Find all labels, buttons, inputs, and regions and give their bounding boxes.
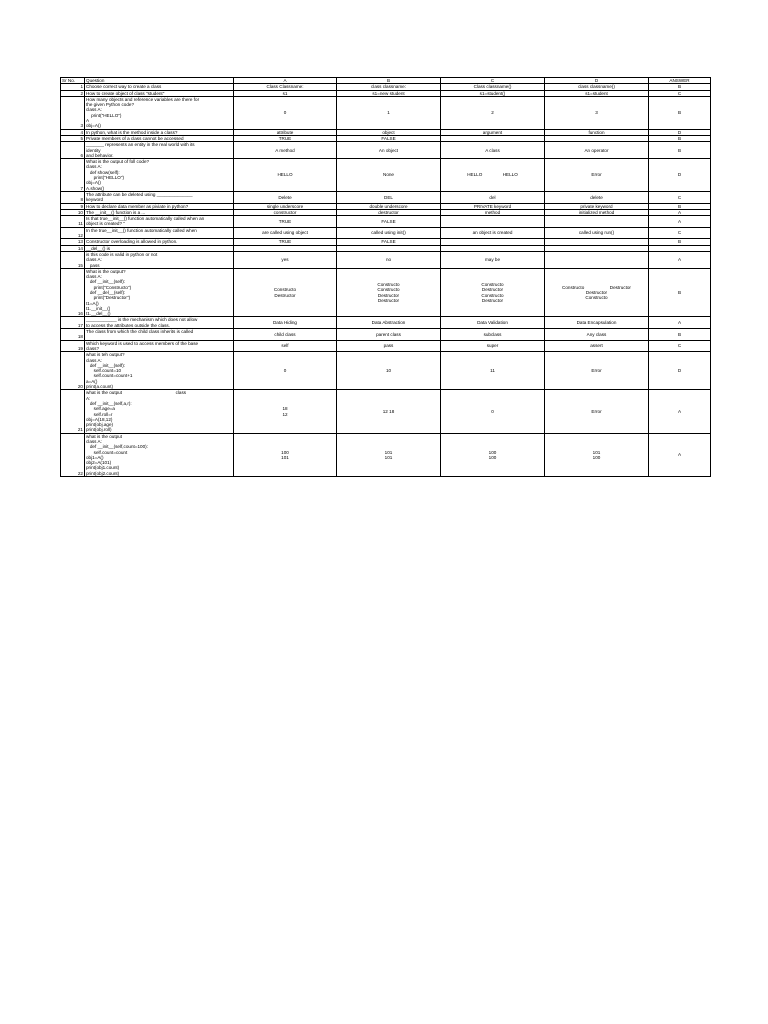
option-c: A class bbox=[441, 142, 545, 159]
answer-cell: C bbox=[649, 227, 711, 239]
serial-number: 12 bbox=[61, 227, 85, 239]
answer-cell: A bbox=[649, 251, 711, 268]
option-a: 18 12 bbox=[234, 390, 337, 433]
answer-cell: B bbox=[649, 84, 711, 90]
option-d: Error bbox=[545, 352, 649, 390]
option-a: A method bbox=[234, 142, 337, 159]
serial-number: 6 bbox=[61, 142, 85, 159]
option-c: s1=student() bbox=[441, 90, 545, 96]
table-row bbox=[61, 216, 711, 228]
question-text: In python, what is the method inside a class? bbox=[85, 129, 234, 135]
answer-cell: B bbox=[649, 96, 711, 129]
question-text: __del__() is bbox=[85, 245, 234, 251]
option-b: None bbox=[337, 159, 441, 192]
question-text: what is the output class A: def __init__(self,count=100): self.count=count obj1=A() obj2=A(101) print(obj1.count) print(obj2.count) bbox=[85, 433, 234, 476]
option-a: TRUE bbox=[234, 216, 337, 228]
option-b: double underscore bbox=[337, 203, 441, 209]
option-c: HELLO HELLO bbox=[441, 159, 545, 192]
option-d: Any class bbox=[545, 329, 649, 341]
table-row bbox=[61, 390, 711, 433]
question-text: How many objects and reference variables are there for the given Python code? class A: print("HELLO") A obj=A() bbox=[85, 96, 234, 129]
serial-number: 10 bbox=[61, 209, 85, 215]
answer-cell: A bbox=[649, 433, 711, 476]
option-b: pass bbox=[337, 340, 441, 352]
option-a: Class Classname: bbox=[234, 84, 337, 90]
answer-cell: D bbox=[649, 129, 711, 135]
option-a: Data Hiding bbox=[234, 317, 337, 329]
question-text: The __init__() function is a ... bbox=[85, 209, 234, 215]
table-row bbox=[61, 159, 711, 192]
option-b: called using init() bbox=[337, 227, 441, 239]
option-a: are called using object bbox=[234, 227, 337, 239]
answer-cell: C bbox=[649, 90, 711, 96]
option-c: may be bbox=[441, 251, 545, 268]
serial-number: 3 bbox=[61, 96, 85, 129]
option-a: 0 bbox=[234, 352, 337, 390]
answer-cell: A bbox=[649, 216, 711, 228]
question-text: The class from which the child class inherits is called bbox=[85, 329, 234, 341]
option-b: 12 18 bbox=[337, 390, 441, 433]
answer-cell: B bbox=[649, 135, 711, 141]
option-d: called using run() bbox=[545, 227, 649, 239]
option-d: initialized method bbox=[545, 209, 649, 215]
option-a: 0 bbox=[234, 96, 337, 129]
option-d: Error bbox=[545, 390, 649, 433]
option-a: child class bbox=[234, 329, 337, 341]
option-a: Constructo Destructor bbox=[234, 268, 337, 317]
option-c: super bbox=[441, 340, 545, 352]
question-text: In the true__init__() function automatically called when bbox=[85, 227, 234, 239]
option-a: self bbox=[234, 340, 337, 352]
table-row bbox=[61, 142, 711, 159]
serial-number: 21 bbox=[61, 390, 85, 433]
option-d: Error bbox=[545, 159, 649, 192]
header-option-c: C bbox=[441, 78, 545, 84]
option-c: Data Validation bbox=[441, 317, 545, 329]
option-a: attribute bbox=[234, 129, 337, 135]
question-text: What is the output? class A: def __init__(self): print("Constructo") def __del__(self): print("Destructor") t1=A() t1.__init__() t1.__del__() bbox=[85, 268, 234, 317]
option-b: An object bbox=[337, 142, 441, 159]
question-text: _______ represents an entity in the real world with its identity and behavior. bbox=[85, 142, 234, 159]
question-text: Choose correct way to create a class bbox=[85, 84, 234, 90]
answer-cell: B bbox=[649, 239, 711, 245]
serial-number: 5 bbox=[61, 135, 85, 141]
option-b: destructor bbox=[337, 209, 441, 215]
header-option-a: A bbox=[234, 78, 337, 84]
question-text: is this code is valid in python or not class A: pass bbox=[85, 251, 234, 268]
option-c: an object is created bbox=[441, 227, 545, 239]
option-c: 11 bbox=[441, 352, 545, 390]
question-text: How to declare data member as piviate in python? bbox=[85, 203, 234, 209]
option-c bbox=[441, 216, 545, 228]
table-row bbox=[61, 251, 711, 268]
option-c: 2 bbox=[441, 96, 545, 129]
option-d bbox=[545, 216, 649, 228]
question-text: Private members of a class cannot be accessed bbox=[85, 135, 234, 141]
serial-number: 15 bbox=[61, 251, 85, 268]
header-answer: ANSWER bbox=[649, 78, 711, 84]
option-b: s1=new student bbox=[337, 90, 441, 96]
option-d bbox=[545, 251, 649, 268]
answer-cell: C bbox=[649, 191, 711, 203]
answer-cell: D bbox=[649, 159, 711, 192]
serial-number: 8 bbox=[61, 191, 85, 203]
serial-number: 11 bbox=[61, 216, 85, 228]
option-a: s1 bbox=[234, 90, 337, 96]
table-row bbox=[61, 352, 711, 390]
option-c: argument bbox=[441, 129, 545, 135]
option-a: 100 101 bbox=[234, 433, 337, 476]
option-b: FALSE bbox=[337, 216, 441, 228]
option-c: subclass bbox=[441, 329, 545, 341]
option-b: no bbox=[337, 251, 441, 268]
option-d: private keyword bbox=[545, 203, 649, 209]
serial-number: 9 bbox=[61, 203, 85, 209]
answer-cell: B bbox=[649, 268, 711, 317]
mcq-table bbox=[60, 77, 711, 477]
answer-cell: A bbox=[649, 390, 711, 433]
header-option-b: B bbox=[337, 78, 441, 84]
header-option-d: D bbox=[545, 78, 649, 84]
option-b: Constructo Constructo Destructor Destructor bbox=[337, 268, 441, 317]
option-a: constructor bbox=[234, 209, 337, 215]
option-b: FALSE bbox=[337, 135, 441, 141]
table-row bbox=[61, 268, 711, 317]
option-a: HELLO bbox=[234, 159, 337, 192]
option-d: class classname() bbox=[545, 84, 649, 90]
option-d: function bbox=[545, 129, 649, 135]
question-text: The attribute can be deleted using ______________ keyword bbox=[85, 191, 234, 203]
option-b: Data Abstraction bbox=[337, 317, 441, 329]
header-question: Question bbox=[85, 78, 234, 84]
answer-cell: B bbox=[649, 329, 711, 341]
serial-number: 7 bbox=[61, 159, 85, 192]
option-c: method bbox=[441, 209, 545, 215]
question-text: what is teh output? class A: def __init__(self): self.count=10 self.count=count+1 a=A() print(a.count) bbox=[85, 352, 234, 390]
option-d: delete bbox=[545, 191, 649, 203]
serial-number: 1 bbox=[61, 84, 85, 90]
option-b: 101 101 bbox=[337, 433, 441, 476]
option-b: class classname: bbox=[337, 84, 441, 90]
serial-number: 17 bbox=[61, 317, 85, 329]
question-text: Is that true__init__() function automatically called when an object is created? " bbox=[85, 216, 234, 228]
option-d: Constructo Destructor Destructor Constructo bbox=[545, 268, 649, 317]
table-row bbox=[61, 84, 711, 90]
table-row bbox=[61, 340, 711, 352]
serial-number: 22 bbox=[61, 433, 85, 476]
option-a: yes bbox=[234, 251, 337, 268]
table-row bbox=[61, 433, 711, 476]
option-b: object bbox=[337, 129, 441, 135]
option-b: parent class bbox=[337, 329, 441, 341]
question-sheet bbox=[60, 77, 710, 477]
serial-number: 16 bbox=[61, 268, 85, 317]
option-a: TRUE bbox=[234, 239, 337, 245]
serial-number: 14 bbox=[61, 245, 85, 251]
option-c: 100 100 bbox=[441, 433, 545, 476]
option-c: Class classname() bbox=[441, 84, 545, 90]
question-text: What is the output of foll code? class A: def show(self): print("HELLO") obj=A() A.show() bbox=[85, 159, 234, 192]
table-row bbox=[61, 317, 711, 329]
serial-number: 18 bbox=[61, 329, 85, 341]
serial-number: 19 bbox=[61, 340, 85, 352]
serial-number: 4 bbox=[61, 129, 85, 135]
question-text: ____________ is the mechanism which does not allow to access the attributes outside the class. bbox=[85, 317, 234, 329]
serial-number: 13 bbox=[61, 239, 85, 245]
option-d: An operator bbox=[545, 142, 649, 159]
answer-cell: B bbox=[649, 203, 711, 209]
option-a: TRUE bbox=[234, 135, 337, 141]
answer-cell: A bbox=[649, 209, 711, 215]
header-sr: Sr No. bbox=[61, 78, 85, 84]
option-b: DEL bbox=[337, 191, 441, 203]
option-d: 3 bbox=[545, 96, 649, 129]
question-text: Which keyword is used to access members of the base class? bbox=[85, 340, 234, 352]
option-c: Constructo Destructor Constructo Destructor bbox=[441, 268, 545, 317]
table-row bbox=[61, 96, 711, 129]
answer-cell: A bbox=[649, 317, 711, 329]
question-text: How to create object of class "student" bbox=[85, 90, 234, 96]
question-text: what is the output class A: def __init__(self,a,r): self.age=a self.roll=r obj=A(18,12) print(obj.age) print(obj.roll) bbox=[85, 390, 234, 433]
answer-cell: C bbox=[649, 340, 711, 352]
option-a: Delete bbox=[234, 191, 337, 203]
option-c: 0 bbox=[441, 390, 545, 433]
table-row bbox=[61, 329, 711, 341]
option-d: s1=student bbox=[545, 90, 649, 96]
answer-cell: B bbox=[649, 142, 711, 159]
table-row bbox=[61, 191, 711, 203]
option-b: FALSE bbox=[337, 239, 441, 245]
serial-number: 2 bbox=[61, 90, 85, 96]
option-b: 10 bbox=[337, 352, 441, 390]
serial-number: 20 bbox=[61, 352, 85, 390]
option-d: Data Encapsulation bbox=[545, 317, 649, 329]
table-row bbox=[61, 227, 711, 239]
question-text: Constructor overloading is allowed in python. bbox=[85, 239, 234, 245]
answer-cell: D bbox=[649, 352, 711, 390]
option-d: assert bbox=[545, 340, 649, 352]
option-c: PRIVATE keyword bbox=[441, 203, 545, 209]
option-d: 101 100 bbox=[545, 433, 649, 476]
option-a: single underscore bbox=[234, 203, 337, 209]
option-c: del bbox=[441, 191, 545, 203]
option-b: 1 bbox=[337, 96, 441, 129]
